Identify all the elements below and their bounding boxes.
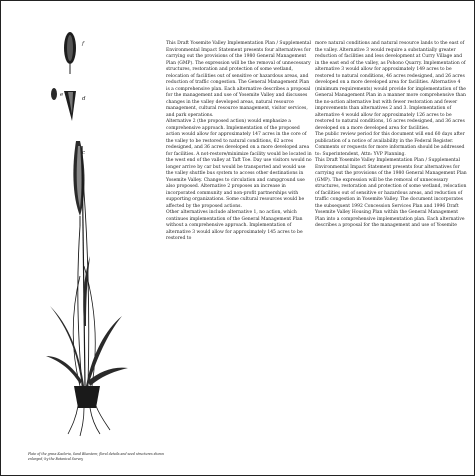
figure-label-e: e: [60, 92, 64, 98]
paragraph: This Draft Yosemite Valley Implementation Plan / Supplemental Environmental Impact Statement presents four alternatives for carrying out the provisions of the 1980 General Management Plan (GMP). The expression will be the removal of unnecessary structures, restoration and protection of some wetland, relocation of facilities out of sensitive or hazardous areas, and reduction of traffic congestion. The General Management Plan is a comprehensive plan. Each alternative describes a proposal for the management and use of Yosemite Valley and discusses changes in the valley developed areas, natural resource management, cultural resource management, visitor services, and park operations.: [166, 41, 311, 118]
text-column-right: [315, 41, 467, 230]
small-seed-detail: [51, 88, 57, 100]
figure-label-d: d: [82, 96, 86, 102]
leaf-blades: [46, 256, 128, 386]
figure-label-f: f: [82, 41, 85, 47]
figure-label-c: c: [82, 150, 86, 156]
paragraph: Other alternatives include alternative 1, no action, which continues implementation of the General Management Plan without a comprehensive approach. Implementation of alternative 3 would allow for approximately 145 acres to be restored to: [166, 210, 303, 241]
paragraph: Alternative 2 (the proposed action) would emphasize a comprehensive approach. Implementation of the proposed action would allow for approximately 147 acres in the core of the valley to be restored to natural conditions, 62 acres redesigned, and 36 acres developed on a more developed area for facilities. A not-restore/minimize facility would be located in the west end of the valley at Taft Toe. Day use visitors would no longer arrive by car but would be transported and would use the valley shuttle bus system to access other destinations in Yosemite Valley. Changes to circulation and campground use also proposed. Alternative 2 proposes an increase in incorporated community and non-profit partnerships with supporting organizations. Some cultural resources would be affected by the proposed actions.: [166, 119, 312, 209]
text-column-left: [166, 41, 313, 243]
floret-detail: [64, 91, 76, 121]
paragraph: more natural conditions and natural resource lands to the east of the valley. Alternative 3 would require a substantially greater reduction of facilities and less development at Curry Village and in the east end of the valley, as Pohono Quarry. Implementation of alternative 3 would allow for approximately 149 acres to be restored to natural conditions, 46 acres redesigned, and 26 acres developed on a more developed area for facilities. Alternative 4 (minimum requirements) would provide for implementation of the General Management Plan in a manner more comprehensive than the no-action alternative but with fewer restoration and fewer improvements than alternatives 2 and 3. Implementation of alternative 4 would allow for approximately 126 acres to be restored to natural conditions, 16 acres redesigned, and 36 acres developed on a more developed area for facilities.: [315, 41, 466, 131]
figure-caption: Plate of the grass Koeleria, Sand Bluestem; floral details and seed structures shown enlarged; by the Botanical Survey: [28, 452, 165, 461]
paragraph: The public review period for this document will end 60 days after publication of a notice of availability in the Federal Register. Comments or requests for more information should be addressed to: Superintendent, Attn: YVP Planning.: [315, 132, 465, 157]
paragraph: This Draft Yosemite Valley Implementation Plan / Supplemental Environmental Impact Statement presents four alternatives for carrying out the provisions of the 1980 General Management Plan (GMP). The expression will be the removal of unnecessary structures, restoration and protection of some wetland, relocation of facilities out of sensitive or hazardous areas, and reduction of traffic congestion in Yosemite Valley. The document incorporates the subsequent 1992 Concession Services Plan and 1996 Draft Yosemite Valley Housing Plan within the General Management Plan into a comprehensive implementation plan. Each alternative describes a proposal for the management and use of Yosemite: [315, 158, 467, 228]
grass-illustration: [10, 26, 160, 446]
seed-detail: [64, 32, 76, 74]
plant-base: [68, 386, 110, 436]
